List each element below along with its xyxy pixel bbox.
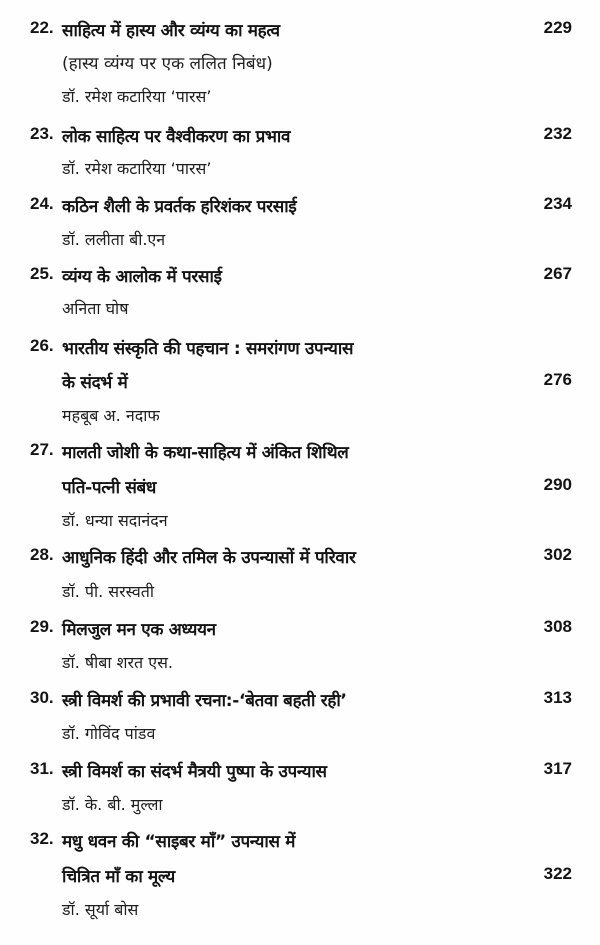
entry-author: डॉ. पी. सरस्वती	[62, 582, 155, 601]
entry-number: 29.	[30, 617, 54, 636]
entry-number: 30.	[30, 688, 54, 707]
toc-entry-22-title-line-2	[0, 51, 600, 81]
entry-page-number: 313	[543, 688, 572, 707]
toc-entry-31-author	[0, 793, 600, 823]
toc-entry-32-author	[0, 898, 600, 928]
entry-title: भारतीय संस्कृति की पहचान : समरांगण उपन्यास	[62, 339, 354, 359]
entry-author: डॉ. रमेश कटारिया ‘पारस’	[62, 87, 212, 106]
toc-entry-26-title-line-1	[0, 336, 600, 366]
entry-author: डॉ. सूर्या बोस	[62, 900, 139, 919]
entry-page-number: 276	[543, 370, 572, 389]
entry-number: 25.	[30, 264, 54, 283]
toc-entry-26-author	[0, 404, 600, 434]
toc-entry-23-title	[0, 124, 600, 154]
entry-page-number: 232	[543, 124, 572, 143]
entry-page-number: 322	[543, 864, 572, 883]
toc-entry-25-title	[0, 264, 600, 294]
entry-number: 23.	[30, 124, 54, 143]
toc-entry-32-title-line-2	[0, 864, 600, 894]
entry-title-continued: के संदर्भ में	[62, 373, 128, 393]
entry-title: साहित्य में हास्य और व्यंग्य का महत्व	[62, 21, 280, 41]
entry-title: स्त्री विमर्श का संदर्भ मैत्रयी पुष्पा के उपन्यास	[62, 762, 327, 782]
toc-entry-29-author	[0, 651, 600, 681]
toc-entry-29-title	[0, 617, 600, 647]
entry-number: 26.	[30, 336, 54, 355]
entry-title: मधु धवन की “साइबर माँ” उपन्यास में	[62, 832, 296, 852]
entry-page-number: 290	[543, 475, 572, 494]
toc-entry-27-title-line-1	[0, 440, 600, 470]
toc-entry-28-author	[0, 580, 600, 610]
entry-title: कठिन शैली के प्रवर्तक हरिशंकर परसाई	[62, 197, 297, 217]
toc-entry-28-title	[0, 545, 600, 575]
entry-author: अनिता घोष	[62, 299, 129, 318]
entry-page-number: 317	[543, 759, 572, 778]
entry-page-number: 267	[543, 264, 572, 283]
toc-entry-24-title	[0, 194, 600, 224]
toc-entry-23-author	[0, 157, 600, 187]
entry-number: 28.	[30, 545, 54, 564]
toc-entry-30-author	[0, 722, 600, 752]
entry-title: आधुनिक हिंदी और तमिल के उपन्यासों में परिवार	[62, 548, 356, 568]
entry-number: 24.	[30, 194, 54, 213]
entry-number: 22.	[30, 18, 54, 37]
entry-page-number: 308	[543, 617, 572, 636]
entry-author: डॉ. धन्या सदानंदन	[62, 511, 168, 530]
entry-author: डॉ. ललीता बी.एन	[62, 230, 166, 249]
entry-title: मिलजुल मन एक अध्ययन	[62, 620, 216, 640]
toc-entry-31-title	[0, 759, 600, 789]
entry-title-continued: पति-पत्नी संबंध	[62, 478, 157, 498]
entry-author: डॉ. गोविंद पांडव	[62, 724, 156, 743]
toc-entry-27-author	[0, 509, 600, 539]
entry-title-continued: चित्रित माँ का मूल्य	[62, 867, 175, 887]
entry-title: मालती जोशी के कथा-साहित्य में अंकित शिथिल	[62, 443, 349, 463]
toc-entry-22-title-line-1	[0, 18, 600, 48]
entry-number: 31.	[30, 759, 54, 778]
toc-entry-26-title-line-2	[0, 370, 600, 400]
toc-entry-32-title-line-1	[0, 829, 600, 859]
entry-page-number: 229	[543, 18, 572, 37]
toc-entry-25-author	[0, 297, 600, 327]
toc-entry-24-author	[0, 228, 600, 258]
entry-subtitle: (हास्य व्यंग्य पर एक ललित निबंध)	[62, 54, 273, 74]
entry-title: व्यंग्य के आलोक में परसाई	[62, 267, 222, 287]
entry-author: डॉ. रमेश कटारिया ‘पारस’	[62, 159, 212, 178]
entry-author: डॉ. षीबा शरत एस.	[62, 653, 174, 672]
entry-number: 32.	[30, 829, 54, 848]
entry-title: स्त्री विमर्श की प्रभावी रचना:-‘बेतवा बहती रही’	[62, 691, 347, 711]
toc-entry-22-author	[0, 85, 600, 115]
toc-entry-30-title	[0, 688, 600, 718]
entry-author: महबूब अ. नदाफ	[62, 406, 160, 425]
entry-author: डॉ. के. बी. मुल्ला	[62, 795, 163, 814]
entry-page-number: 234	[543, 194, 572, 213]
entry-page-number: 302	[543, 545, 572, 564]
entry-title: लोक साहित्य पर वैश्वीकरण का प्रभाव	[62, 127, 291, 147]
toc-entry-27-title-line-2	[0, 475, 600, 505]
entry-number: 27.	[30, 440, 54, 459]
